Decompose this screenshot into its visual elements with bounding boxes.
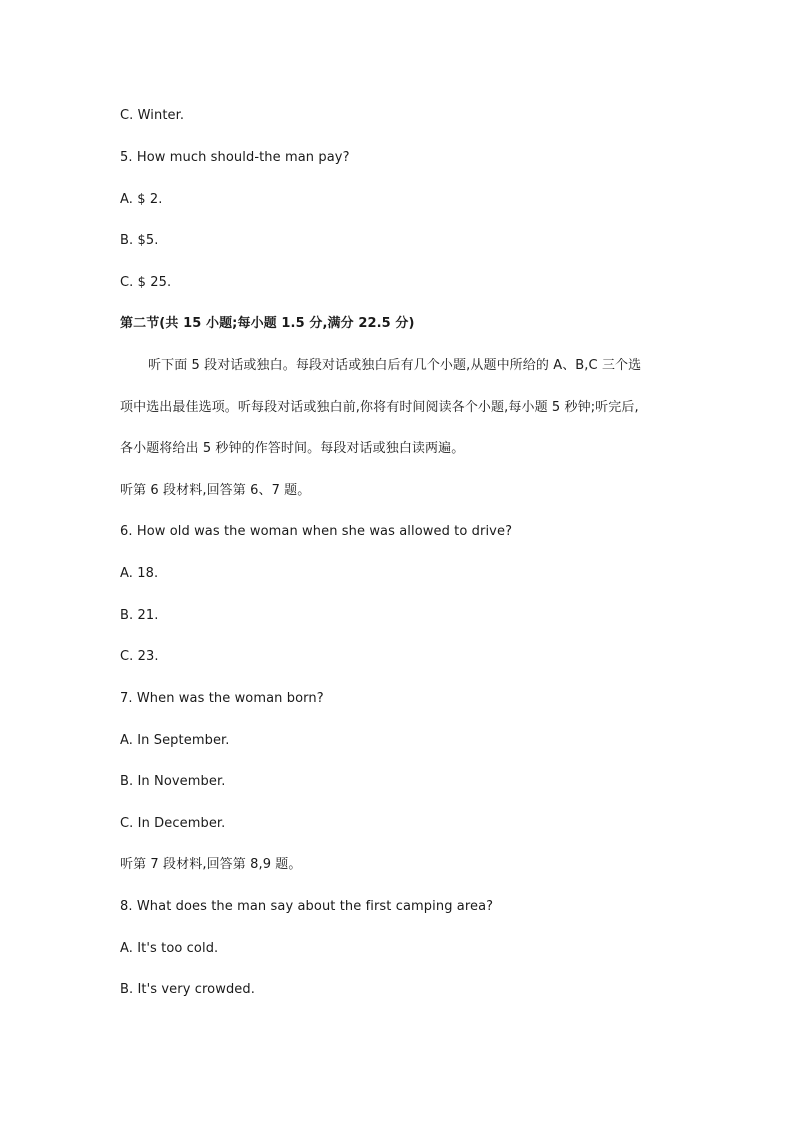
instructions-line-3: 各小题将给出 5 秒钟的作答时间。每段对话或独白读两遍。	[120, 441, 465, 456]
material-6-instruction: 听第 6 段材料,回答第 6、7 题。	[120, 483, 311, 498]
option-b: B. $5.	[120, 233, 159, 248]
option-a: A. In September.	[120, 733, 230, 748]
option-a: A. $ 2.	[120, 192, 163, 207]
section-heading: 第二节(共 15 小题;每小题 1.5 分,满分 22.5 分)	[120, 316, 415, 331]
option-c: C. In December.	[120, 816, 226, 831]
option-b: B. In November.	[120, 774, 226, 789]
question-6: 6. How old was the woman when she was allowed to drive?	[120, 524, 513, 539]
option-a: A. 18.	[120, 566, 159, 581]
material-7-instruction: 听第 7 段材料,回答第 8,9 题。	[120, 857, 302, 872]
question-7: 7. When was the woman born?	[120, 691, 324, 706]
option-c-winter: C. Winter.	[120, 108, 185, 123]
option-b: B. 21.	[120, 608, 159, 623]
instructions-line-1: 听下面 5 段对话或独白。每段对话或独白后有几个小题,从题中所给的 A、B,C 三个选	[148, 358, 642, 373]
question-5: 5. How much should-the man pay?	[120, 150, 350, 165]
option-a: A. It's too cold.	[120, 941, 219, 956]
option-c: C. $ 25.	[120, 275, 172, 290]
instructions-line-2: 项中选出最佳选项。听每段对话或独白前,你将有时间阅读各个小题,每小题 5 秒钟;听完后,	[120, 400, 639, 415]
option-b: B. It's very crowded.	[120, 982, 255, 997]
question-8: 8. What does the man say about the first camping area?	[120, 899, 494, 914]
option-c: C. 23.	[120, 649, 159, 664]
